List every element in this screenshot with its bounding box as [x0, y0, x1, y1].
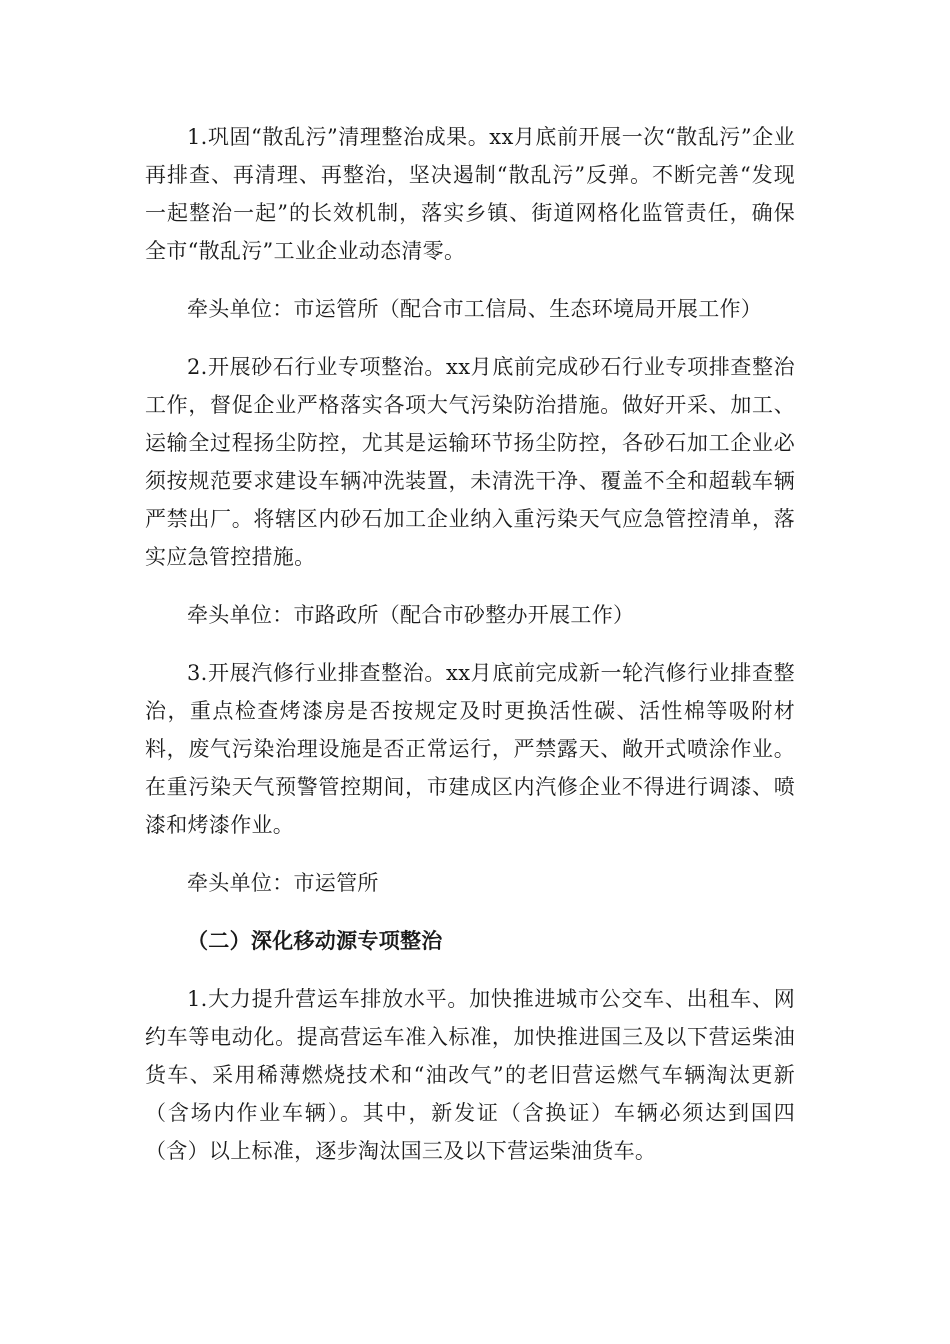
- paragraph-item-3: 3.开展汽修行业排查整治。xx月底前完成新一轮汽修行业排查整治，重点检查烤漆房是否按规定及时更换活性碳、活性棉等吸附材料，废气污染治理设施是否正常运行，严禁露天、敞开式喷涂作业。在重污染天气预警管控期间，市建成区内汽修企业不得进行调漆、喷漆和烤漆作业。: [145, 661, 795, 837]
- paragraph-section-item-1: 1.大力提升营运车排放水平。加快推进城市公交车、出租车、网约车等电动化。提高营运车准入标准，加快推进国三及以下营运柴油货车、采用稀薄燃烧技术和“油改气”的老旧营运燃气车辆淘汰更新（含场内作业车辆）。其中，新发证（含换证）车辆必须达到国四（含）以上标准，逐步淘汰国三及以下营运柴油货车。: [145, 987, 795, 1163]
- lead-unit-item-3: 牵头单位：市运管所: [187, 871, 379, 895]
- paragraph-item-2: 2.开展砂石行业专项整治。xx月底前完成砂石行业专项排查整治工作，督促企业严格落实各项大气污染防治措施。做好开采、加工、运输全过程扬尘防控，尤其是运输环节扬尘防控，各砂石加工企业必须按规范要求建设车辆冲洗装置，未清洗干净、覆盖不全和超载车辆严禁出厂。将辖区内砂石加工企业纳入重污染天气应急管控清单，落实应急管控措施。: [145, 355, 795, 569]
- document-page: [145, 118, 795, 1190]
- lead-unit-item-1: 牵头单位：市运管所（配合市工信局、生态环境局开展工作）: [187, 297, 763, 321]
- section-heading: （二）深化移动源专项整治: [187, 929, 443, 953]
- lead-unit-item-2: 牵头单位：市路政所（配合市砂整办开展工作）: [187, 603, 635, 627]
- paragraph-item-1: 1.巩固“散乱污”清理整治成果。xx月底前开展一次“散乱污”企业再排查、再清理、再整治，坚决遏制“散乱污”反弹。不断完善“发现一起整治一起”的长效机制，落实乡镇、街道网格化监管责任，确保全市“散乱污”工业企业动态清零。: [145, 125, 795, 263]
